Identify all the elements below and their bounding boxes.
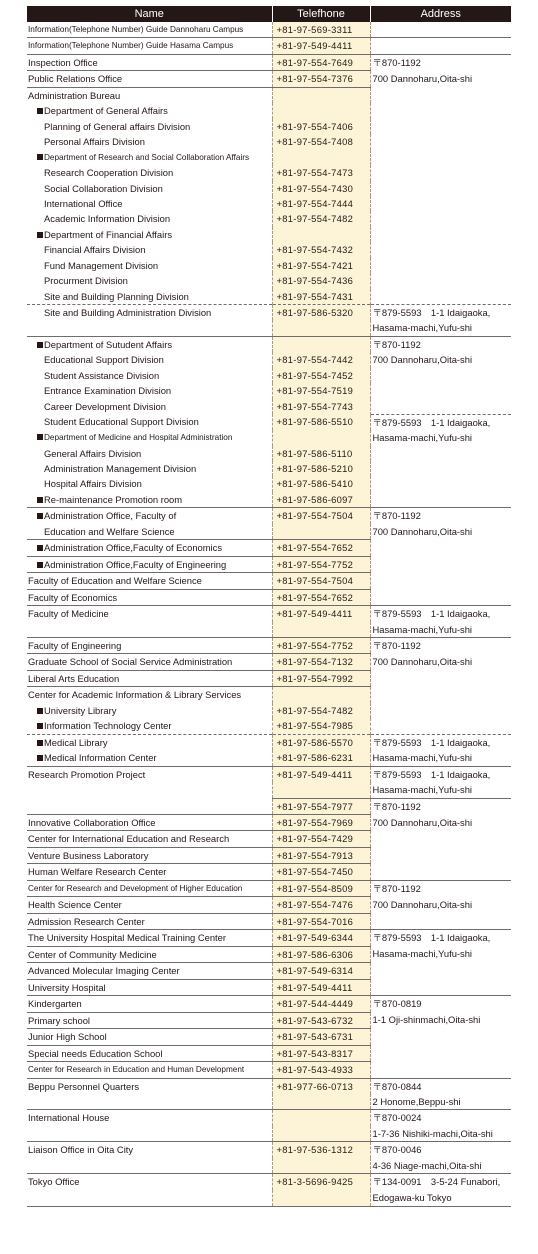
- row-tel: [272, 227, 370, 242]
- row-address: Hasama-machi,Yufu-shi: [372, 623, 473, 635]
- row-address: Hasama-machi,Yufu-shi: [372, 432, 473, 444]
- row-name: Student Educational Support Division: [44, 416, 199, 428]
- row-tel: +81-97-554-7436: [272, 273, 370, 288]
- row-address: [370, 864, 511, 880]
- row-tel: [272, 103, 370, 118]
- row-tel: +81-97-554-7408: [272, 134, 370, 149]
- row-address: [370, 718, 511, 734]
- row-address: 〒870-1192: [370, 637, 511, 653]
- table-row: [27, 508, 511, 524]
- row-address: 〒879-5593 1-1 Idaigaoka,: [370, 766, 511, 782]
- table-row: [27, 654, 511, 670]
- row-tel: [272, 687, 370, 703]
- row-tel: +81-97-554-7652: [272, 589, 370, 605]
- row-tel: +81-97-586-5510: [272, 414, 370, 430]
- row-address: [370, 847, 511, 863]
- row-address: [370, 703, 511, 718]
- row-address: [370, 196, 511, 211]
- table-row: [27, 847, 511, 863]
- row-name: Social Collaboration Division: [44, 182, 163, 194]
- row-tel: +81-97-554-7913: [272, 847, 370, 863]
- row-address: 〒879-5593 1-1 Idaigaoka,: [370, 734, 511, 750]
- row-tel: +81-97-549-4411: [272, 979, 370, 995]
- row-name: Administration Office,Faculty of Economics: [27, 540, 272, 556]
- row-name: Re-maintenance Promotion room: [27, 492, 272, 508]
- row-tel: +81-97-543-8317: [272, 1045, 370, 1061]
- table-row: [27, 289, 511, 305]
- table-row: [27, 211, 511, 226]
- row-tel: +81-97-543-6731: [272, 1029, 370, 1045]
- row-name: Administration Management Division: [44, 462, 197, 474]
- row-name: General Affairs Division: [44, 447, 142, 459]
- table-row: [27, 637, 511, 653]
- square-bullet-icon: [37, 513, 43, 519]
- table-row: [27, 22, 511, 38]
- row-address: [370, 165, 511, 180]
- row-name: Center for Research in Education and Human Development: [27, 1062, 272, 1078]
- row-tel: +81-97-549-6344: [272, 930, 370, 946]
- row-name: Planning of General affairs Division: [44, 120, 191, 132]
- row-address: [370, 492, 511, 508]
- row-name: Career Development Division: [44, 400, 166, 412]
- row-name: Admission Research Center: [27, 913, 272, 929]
- row-address: [370, 150, 511, 165]
- table-row: [27, 383, 511, 398]
- table-row: [27, 336, 511, 352]
- table-row: [27, 540, 511, 556]
- table-row: [27, 492, 511, 508]
- row-name: Medical Library: [27, 734, 272, 750]
- row-address: [370, 476, 511, 491]
- row-name: Department of Financial Affairs: [27, 227, 272, 242]
- row-tel: +81-97-554-7431: [272, 289, 370, 305]
- row-tel: +81-97-554-7743: [272, 399, 370, 414]
- table-row: [27, 831, 511, 847]
- row-name: International House: [27, 1110, 272, 1142]
- row-address: [370, 134, 511, 149]
- row-tel-secondary: +81-97-554-7977: [272, 798, 370, 814]
- row-address: 〒870-0844: [370, 1078, 511, 1094]
- row-tel: +81-97-543-4933: [272, 1062, 370, 1078]
- row-name: Student Assistance Division: [44, 369, 160, 381]
- row-tel: [272, 336, 370, 352]
- row-tel: +81-97-554-7476: [272, 897, 370, 913]
- row-name: Center for Research and Development of Higher Education: [27, 880, 272, 896]
- row-tel: +81-97-554-7429: [272, 831, 370, 847]
- row-name: Information Technology Center: [27, 718, 272, 734]
- row-tel: +81-97-549-4411: [272, 606, 370, 638]
- table-row: [27, 227, 511, 242]
- row-name: Beppu Personnel Quarters: [27, 1078, 272, 1110]
- table-row: [27, 913, 511, 929]
- row-tel: [272, 430, 370, 445]
- row-name: Center for International Education and Research: [27, 831, 272, 847]
- row-name: Center for Academic Information & Library Services: [27, 687, 272, 703]
- row-tel: +81-97-536-1312: [272, 1142, 370, 1174]
- row-tel: [272, 150, 370, 165]
- row-name: Health Science Center: [27, 897, 272, 913]
- table-row: [27, 181, 511, 196]
- row-name: Center of Community Medicine: [27, 946, 272, 962]
- row-tel: +81-97-554-7969: [272, 815, 370, 831]
- row-address: [370, 589, 511, 605]
- row-tel: +81-97-544-4449: [272, 996, 370, 1012]
- row-address: 1-1 Oji-shinmachi,Oita-shi: [372, 1014, 481, 1026]
- square-bullet-icon: [37, 434, 43, 440]
- row-name: Site and Building Administration Division: [27, 305, 272, 337]
- table-row: [27, 703, 511, 718]
- table-row: [27, 750, 511, 766]
- row-address: 〒870-0819: [370, 996, 511, 1012]
- table-row: [27, 766, 511, 782]
- row-name: Tokyo Office: [27, 1174, 272, 1207]
- row-address: [370, 368, 511, 383]
- row-tel: +81-97-554-7406: [272, 119, 370, 134]
- row-tel: +81-97-554-7432: [272, 242, 370, 257]
- table-row: [27, 430, 511, 445]
- table-row: [27, 880, 511, 896]
- square-bullet-icon: [37, 723, 43, 729]
- square-bullet-icon: [37, 545, 43, 551]
- row-tel: [272, 87, 370, 103]
- row-tel: +81-97-554-7482: [272, 211, 370, 226]
- row-name: Faculty of Medicine: [27, 606, 272, 638]
- row-tel: +81-97-549-4411: [272, 38, 370, 54]
- table-row: [27, 1174, 511, 1190]
- row-tel: +81-97-554-7442: [272, 352, 370, 367]
- row-name: Primary school: [27, 1012, 272, 1028]
- table-row: [27, 897, 511, 913]
- table-row: [27, 930, 511, 946]
- row-address: 700 Dannoharu,Oita-shi: [372, 816, 473, 828]
- table-row: [27, 352, 511, 367]
- row-address: 〒134-0091 3-5-24 Funabori,: [370, 1174, 511, 1190]
- row-address: 700 Dannoharu,Oita-shi: [372, 525, 473, 537]
- table-row: [27, 946, 511, 962]
- table-row: [27, 864, 511, 880]
- table-row: [27, 165, 511, 180]
- row-address: 4-36 Niage-machi,Oita-shi: [372, 1159, 482, 1171]
- row-name: Venture Business Laboratory: [27, 847, 272, 863]
- row-address: [370, 573, 511, 589]
- row-name: Educational Support Division: [44, 354, 164, 366]
- row-address: [370, 38, 511, 54]
- row-address: [370, 963, 511, 979]
- table-row: [27, 103, 511, 118]
- row-name: University Hospital: [27, 979, 272, 995]
- row-address: 700 Dannoharu,Oita-shi: [372, 72, 473, 84]
- row-tel: +81-97-586-5210: [272, 461, 370, 476]
- table-row: [27, 71, 511, 87]
- table-row: [27, 1062, 511, 1078]
- table-row: [27, 963, 511, 979]
- row-tel: +81-97-586-6231: [272, 750, 370, 766]
- row-address: 〒870-1192: [370, 336, 511, 352]
- table-row: [27, 589, 511, 605]
- header-row: [27, 6, 511, 22]
- row-tel: +81-97-554-7652: [272, 540, 370, 556]
- row-tel: [272, 1110, 370, 1142]
- table-row: [27, 87, 511, 103]
- row-name: Research Promotion Project: [27, 766, 272, 814]
- row-name: Faculty of Education and Welfare Science: [27, 573, 272, 589]
- row-name: Innovative Collaboration Office: [27, 815, 272, 831]
- address-header: Address: [370, 6, 511, 22]
- row-tel: +81-97-554-7444: [272, 196, 370, 211]
- row-name: Kindergarten: [27, 996, 272, 1012]
- table-row: [27, 687, 511, 703]
- row-tel: +81-97-554-7132: [272, 654, 370, 670]
- row-name: Medical Information Center: [27, 750, 272, 766]
- table-row: [27, 815, 511, 831]
- row-address: [370, 831, 511, 847]
- row-tel: +81-97-554-7016: [272, 913, 370, 929]
- row-address: 〒879-5593 1-1 Idaigaoka,: [370, 606, 511, 622]
- row-tel: +81-97-569-3311: [272, 22, 370, 38]
- row-address: 〒870-1192: [370, 798, 511, 814]
- row-address: [370, 556, 511, 572]
- row-name: Graduate School of Social Service Administration: [27, 654, 272, 670]
- table-row: [27, 573, 511, 589]
- table-row: [27, 368, 511, 383]
- row-name: The University Hospital Medical Training Center: [27, 930, 272, 946]
- row-tel: +81-97-586-5110: [272, 446, 370, 461]
- row-tel: +81-97-554-7430: [272, 181, 370, 196]
- row-address: [370, 461, 511, 476]
- table-row: [27, 1142, 511, 1158]
- row-tel: +81-97-586-5570: [272, 734, 370, 750]
- row-address: Edogawa-ku Tokyo: [372, 1191, 452, 1203]
- row-name: Research Cooperation Division: [44, 167, 174, 179]
- row-address: [370, 289, 511, 305]
- row-address: 〒879-5593 1-1 Idaigaoka,: [370, 305, 511, 321]
- row-address: [370, 979, 511, 995]
- row-address: [370, 273, 511, 288]
- row-address: [370, 22, 511, 38]
- row-address: [370, 181, 511, 196]
- square-bullet-icon: [37, 562, 43, 568]
- table-row: [27, 979, 511, 995]
- table-row: [27, 399, 511, 414]
- table-row: [27, 476, 511, 491]
- row-address: [370, 913, 511, 929]
- table-row: [27, 734, 511, 750]
- row-name: Financial Affairs Division: [44, 244, 146, 256]
- row-name: Faculty of Economics: [27, 589, 272, 605]
- row-name: Inspection Office: [27, 54, 272, 70]
- row-name: Academic Information Division: [44, 213, 171, 225]
- row-address: [370, 540, 511, 556]
- row-tel: +81-97-586-5410: [272, 476, 370, 491]
- row-name: Human Welfare Research Center: [27, 864, 272, 880]
- row-name: Fund Management Division: [44, 259, 159, 271]
- row-address: 700 Dannoharu,Oita-shi: [372, 354, 473, 366]
- row-address: 2 Honome,Beppu-shi: [372, 1095, 461, 1107]
- table-row: [27, 38, 511, 54]
- table-row: [27, 556, 511, 572]
- row-tel: +81-97-586-6306: [272, 946, 370, 962]
- row-name: Department of Sutudent Affairs: [27, 336, 272, 352]
- row-address: Hasama-machi,Yufu-shi: [372, 752, 473, 764]
- row-address: 700 Dannoharu,Oita-shi: [372, 898, 473, 910]
- name-header: Name: [27, 6, 272, 22]
- row-address: [370, 227, 511, 242]
- row-address: [370, 242, 511, 257]
- row-address: 1-7-36 Nishiki-machi,Oita-shi: [372, 1127, 493, 1139]
- square-bullet-icon: [37, 108, 43, 114]
- row-name: Entrance Examination Division: [44, 385, 172, 397]
- row-name: Special needs Education School: [27, 1045, 272, 1061]
- row-name: Administration Office, Faculty of: [27, 508, 272, 524]
- table-row: [27, 150, 511, 165]
- row-name: Administration Office,Faculty of Engineering: [27, 556, 272, 572]
- row-address: [370, 87, 511, 103]
- row-tel: +81-97-543-6732: [272, 1012, 370, 1028]
- table-row-continuation: [27, 524, 511, 540]
- row-tel: +81-97-554-7504: [272, 508, 370, 540]
- row-tel: +81-977-66-0713: [272, 1078, 370, 1110]
- row-address: [370, 687, 511, 703]
- row-address: 700 Dannoharu,Oita-shi: [372, 655, 473, 667]
- table-row: [27, 606, 511, 622]
- row-address: Hasama-machi,Yufu-shi: [372, 322, 473, 334]
- row-address: 〒870-1192: [370, 508, 511, 524]
- row-address: 〒879-5593 1-1 Idaigaoka,: [370, 414, 511, 430]
- row-name: International Office: [44, 197, 123, 209]
- row-tel: +81-97-554-7473: [272, 165, 370, 180]
- row-tel: +81-97-554-7482: [272, 703, 370, 718]
- row-tel: +81-97-554-7452: [272, 368, 370, 383]
- table-row: [27, 258, 511, 273]
- row-address: [370, 383, 511, 398]
- square-bullet-icon: [37, 154, 43, 160]
- table-row: [27, 1110, 511, 1126]
- row-name: Site and Building Planning Division: [44, 290, 189, 302]
- row-address: Hasama-machi,Yufu-shi: [372, 784, 473, 796]
- row-name: Administration Bureau: [27, 87, 272, 103]
- row-tel: +81-97-554-7752: [272, 637, 370, 653]
- row-name: Liaison Office in Oita City: [27, 1142, 272, 1174]
- table-row: [27, 119, 511, 134]
- row-tel: +81-97-554-7992: [272, 670, 370, 686]
- table-row: [27, 461, 511, 476]
- table-row: [27, 1012, 511, 1028]
- row-address: [370, 119, 511, 134]
- row-tel: +81-97-549-4411: [272, 766, 370, 798]
- telephone-header: Telefhone: [272, 6, 370, 22]
- row-tel: +81-97-554-7985: [272, 718, 370, 734]
- table-row: [27, 996, 511, 1012]
- row-address: [370, 258, 511, 273]
- row-name: Department of General Affairs: [27, 103, 272, 118]
- square-bullet-icon: [37, 342, 43, 348]
- row-address: Hasama-machi,Yufu-shi: [372, 948, 473, 960]
- row-name: Information(Telephone Number) Guide Hasama Campus: [27, 38, 272, 54]
- row-name: Advanced Molecular Imaging Center: [27, 963, 272, 979]
- row-address: [370, 446, 511, 461]
- row-name: Procurment Division: [44, 275, 128, 287]
- square-bullet-icon: [37, 497, 43, 503]
- row-tel: +81-97-554-7649: [272, 54, 370, 70]
- row-name: University Library: [27, 703, 272, 718]
- square-bullet-icon: [37, 708, 43, 714]
- row-name: Liberal Arts Education: [27, 670, 272, 686]
- row-tel: +81-97-586-5320: [272, 305, 370, 337]
- row-tel: +81-97-554-7376: [272, 71, 370, 87]
- row-address: [370, 399, 511, 414]
- table-row: [27, 1029, 511, 1045]
- table-row: [27, 196, 511, 211]
- row-tel: +81-97-549-6314: [272, 963, 370, 979]
- row-address: [370, 211, 511, 226]
- row-tel: +81-97-554-7450: [272, 864, 370, 880]
- table-row: [27, 446, 511, 461]
- row-tel: +81-97-586-6097: [272, 492, 370, 508]
- row-name: Hospital Affairs Division: [44, 478, 142, 490]
- table-row: [27, 54, 511, 70]
- row-name: Faculty of Engineering: [27, 637, 272, 653]
- row-address: [370, 670, 511, 686]
- row-address: 〒870-1192: [370, 880, 511, 896]
- row-name: Department of Research and Social Collaboration Affairs: [27, 150, 272, 165]
- row-name: Public Relations Office: [27, 71, 272, 87]
- row-address: [370, 103, 511, 118]
- row-address: [370, 1062, 511, 1078]
- row-tel: +81-97-554-8509: [272, 880, 370, 896]
- row-tel: +81-97-554-7519: [272, 383, 370, 398]
- row-tel: +81-97-554-7504: [272, 573, 370, 589]
- row-tel: +81-97-554-7421: [272, 258, 370, 273]
- table-row: [27, 414, 511, 430]
- row-name: Junior High School: [27, 1029, 272, 1045]
- row-address: 〒870-0024: [370, 1110, 511, 1126]
- row-address: [370, 1045, 511, 1061]
- square-bullet-icon: [37, 232, 43, 238]
- row-address: [370, 1029, 511, 1045]
- row-name: Department of Medicine and Hospital Administration: [27, 430, 272, 445]
- table-row: [27, 718, 511, 734]
- square-bullet-icon: [37, 740, 43, 746]
- row-address: 〒870-0046: [370, 1142, 511, 1158]
- table-row: [27, 1045, 511, 1061]
- row-tel: +81-97-554-7752: [272, 556, 370, 572]
- square-bullet-icon: [37, 755, 43, 761]
- table-row: [27, 273, 511, 288]
- row-tel: +81-3-5696-9425: [272, 1174, 370, 1207]
- table-row: [27, 242, 511, 257]
- row-name-continued: Education and Welfare Science: [44, 525, 175, 537]
- row-name: Personal Affairs Division: [44, 136, 145, 148]
- table-row: [27, 305, 511, 321]
- row-address: 〒870-1192: [370, 54, 511, 70]
- table-row: [27, 134, 511, 149]
- row-address: 〒879-5593 1-1 Idaigaoka,: [370, 930, 511, 946]
- directory-table: [27, 6, 511, 1207]
- table-row: [27, 1078, 511, 1094]
- row-name: Information(Telephone Number) Guide Dannoharu Campus: [28, 25, 244, 34]
- table-row: [27, 670, 511, 686]
